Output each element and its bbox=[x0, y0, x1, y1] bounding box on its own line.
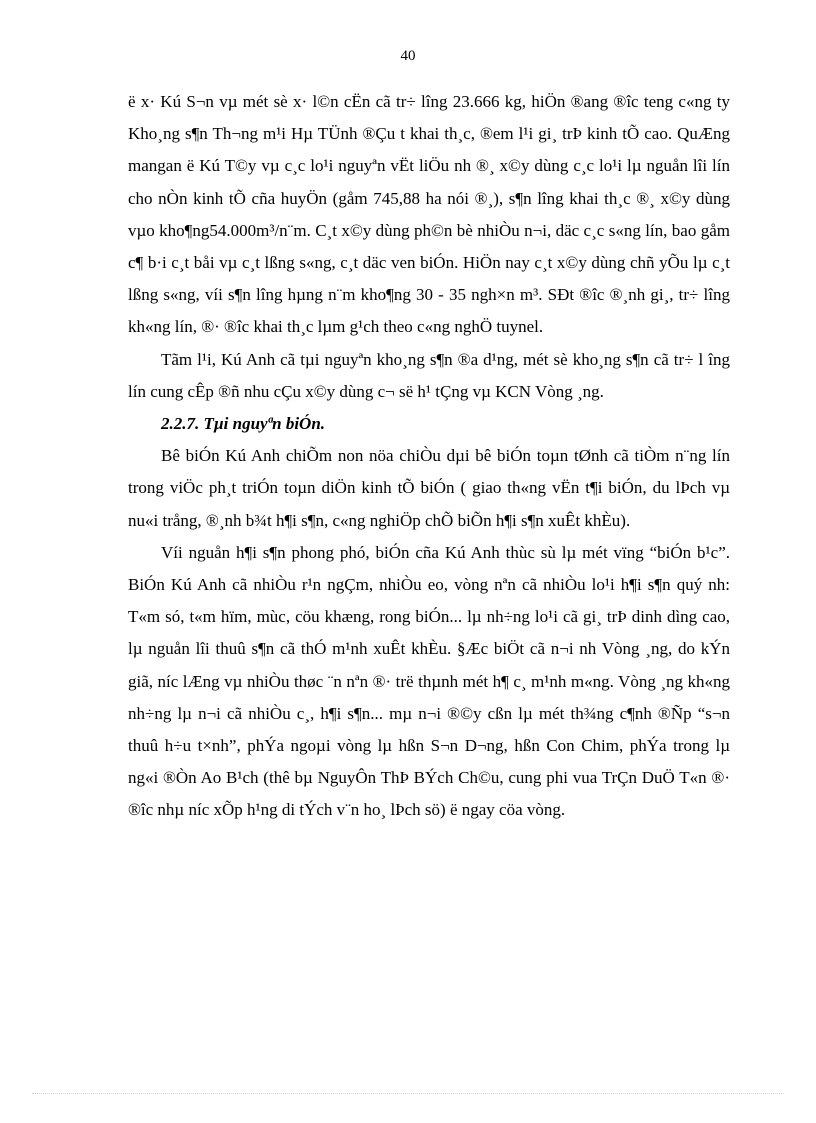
section-heading: 2.2.7. Tµi nguyªn biÓn. bbox=[161, 414, 326, 434]
page-bottom-divider bbox=[32, 1093, 784, 1094]
page-number: 40 bbox=[400, 48, 416, 64]
document-body bbox=[128, 86, 730, 827]
paragraph-4: Víi nguån h¶i s¶n phong phó, biÓn cña Kú Anh thùc sù lµ mét vïng “biÓn b¹c”. BiÓn Kú Anh cã nhiÒu r¹n ngÇm, nhiÒu eo, vòng nªn cã nhiÒu lo¹i h¶i s¶n quý nh: T«m só, t«m hïm, mùc, cöu khæng, rong biÓn... lµ nh÷ng lo¹i cã gi¸ trÞ dinh dìng cao, lµ nguån lîi thuû s¶n cã thÓ m¹nh xuÊt khÈu. §Æc biÖt cã n¬i nh Vòng ¸ng, do kÝn giã, níc lÆng vµ nhiÒu thøc ¨n nªn ®· trë thµnh mét h¶ c¸ m¹nh m«ng. Vòng ¸ng kh«ng nh÷ng lµ n¬i cã nhiÒu c¸, h¶i s¶n... mµ n¬i ®©y cßn lµ mét th¾ng c¶nh ®Ñp “s¬n thuû h÷u t×nh”, phÝa ngoµi vòng lµ hßn S¬n D¬ng, hßn Con Chim, phÝa trong lµ ng«i ®Òn Ao B¹ch (thê bµ NguyÔn ThÞ BÝch Ch©u, cung phi vua TrÇn DuÖ T«n ®· ®îc nhµ níc xÕp h¹ng di tÝch v¨n ho¸ lÞch sö) ë ngay cöa vòng. bbox=[128, 542, 730, 820]
paragraph-1: ë x· Kú S¬n vµ mét sè x· l©n cËn cã tr÷ lîng 23.666 kg, hiÖn ®ang ®îc teng c«ng ty Kho¸ng s¶n Th¬ng m¹i Hµ TÜnh ®Çu t khai th¸c, ®em l¹i gi¸ trÞ kinh tÕ cao. QuÆng mangan ë Kú T©y vµ c¸c lo¹i nguyªn vËt liÖu nh ®¸ x©y dùng c¸c lo¹i lµ nguån lîi lín cho nÒn kinh tÕ cña huyÖn (gåm 745,88 ha nói ®¸), s¶n lîng khai th¸c ®¸ x©y dùng vµo kho¶ng54.000m³/n¨m. C¸t x©y dùng ph©n bè nhiÒu n¬i, däc c¸c s«ng lín, bao gåm c¶ b·i c¸t båi vµ c¸t lßng s«ng, c¸t däc ven biÓn. HiÖn nay c¸t x©y dùng chñ yÕu lµ c¸t lßng s«ng, víi s¶n lîng hµng n¨m kho¶ng 30 - 35 ngh×n m³. SÐt ®îc ®¸nh gi¸, tr÷ lîng kh«ng lín, ®· ®îc khai th¸c lµm g¹ch theo c«ng nghÖ tuynel. bbox=[128, 92, 730, 337]
paragraph-2: Tãm l¹i, Kú Anh cã tµi nguyªn kho¸ng s¶n ®a d¹ng, mét sè kho¸ng s¶n cã tr÷ l îng lín cung cÊp ®ñ nhu cÇu x©y dùng c¬ së h¹ tÇng vµ KCN Vòng ¸ng. bbox=[128, 349, 730, 401]
paragraph-3: Bê biÓn Kú Anh chiÕm non nöa chiÒu dµi bê biÓn toµn tØnh cã tiÒm n¨ng lín trong viÖc ph¸t triÓn toµn diÖn kinh tÕ biÓn ( giao th«ng vËn t¶i biÓn, du lÞch vµ nu«i trång, ®¸nh b¾t h¶i s¶n, c«ng nghiÖp chÕ biÕn h¶i s¶n xuÊt khÈu). bbox=[128, 446, 730, 530]
